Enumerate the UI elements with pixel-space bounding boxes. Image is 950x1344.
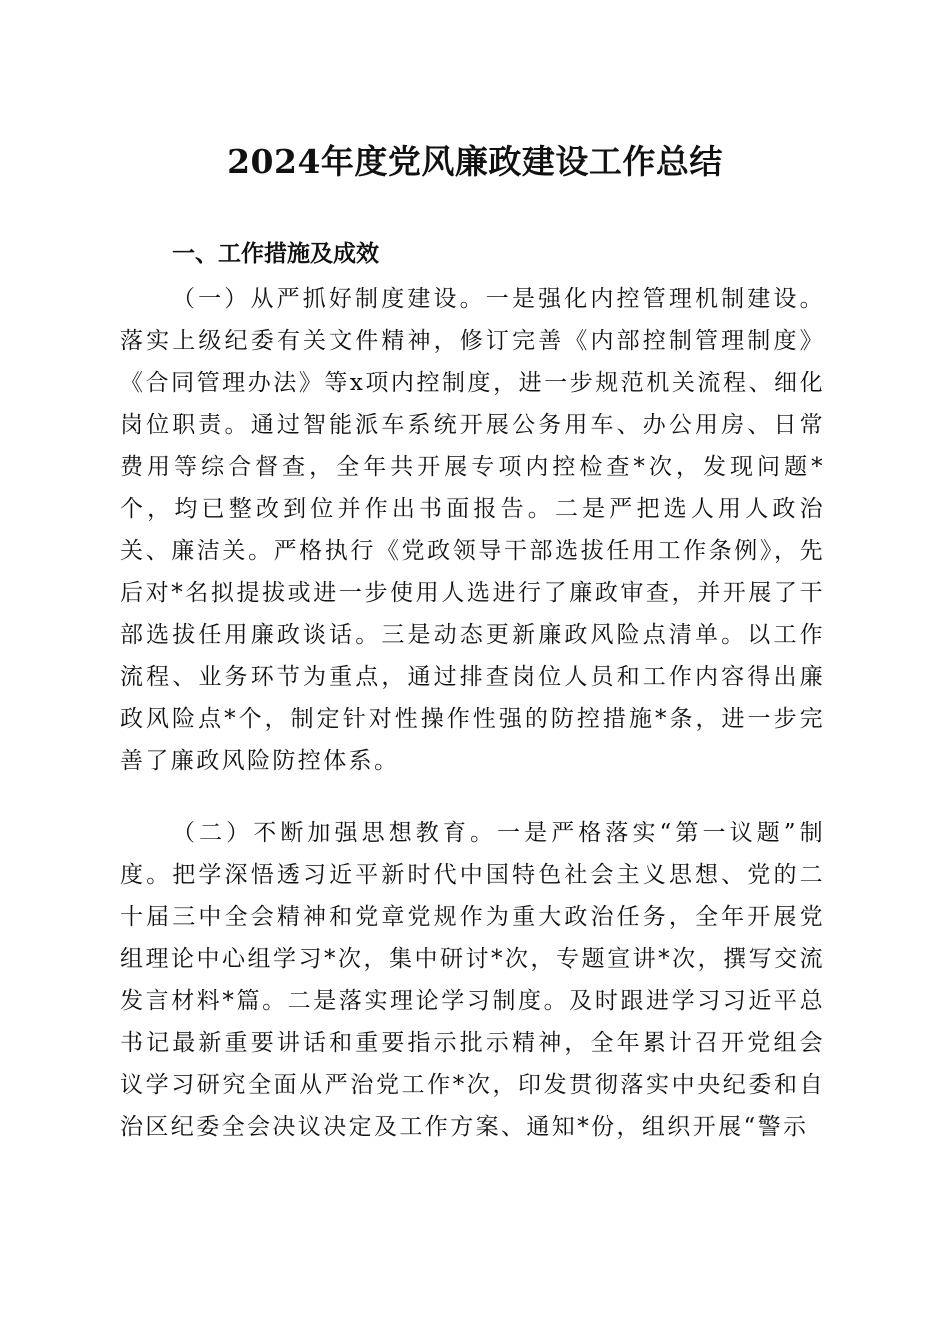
document-title: 2024年度党风廉政建设工作总结 (227, 142, 723, 181)
paragraph-ideological-education: （二）不断加强思想教育。一是严格落实“第一议题”制度。把学深悟透习近平新时代中国特色社会主义思想、党的二十届三中全会精神和党章党规作为重大政治任务，全年开展党组理论中心组学习*次，集中研讨*次，专题宣讲*次，撰写交流发言材料*篇。二是落实理论学习制度。及时跟进学习习近平总书记最新重要讲话和重要指示批示精神，全年累计召开党组会议学习研究全面从严治党工作*次，印发贯彻落实中央纪委和自治区纪委全会决议决定及工作方案、通知*份，组织开展“警示 (120, 820, 825, 1140)
paragraph-system-building: （一）从严抓好制度建设。一是强化内控管理机制建设。落实上级纪委有关文件精神，修订完善《内部控制管理制度》《合同管理办法》等x项内控制度，进一步规范机关流程、细化岗位职责。通过智能派车系统开展公务用车、办公用房、日常费用等综合督查，全年共开展专项内控检查*次，发现问题*个，均已整改到位并作出书面报告。二是严把选人用人政治关、廉洁关。严格执行《党政领导干部选拔任用工作条例》，先后对*名拟提拔或进一步使用人选进行了廉政审查，并开展了干部选拔任用廉政谈话。三是动态更新廉政风险点清单。以工作流程、业务环节为重点，通过排查岗位人员和工作内容得出廉政风险点*个，制定针对性操作性强的防控措施*条，进一步完善了廉政风险防控体系。 (120, 286, 825, 774)
body-block-1 (120, 278, 825, 782)
section-heading: 一、工作措施及成效 (172, 241, 379, 267)
body-block-2 (120, 812, 825, 1148)
